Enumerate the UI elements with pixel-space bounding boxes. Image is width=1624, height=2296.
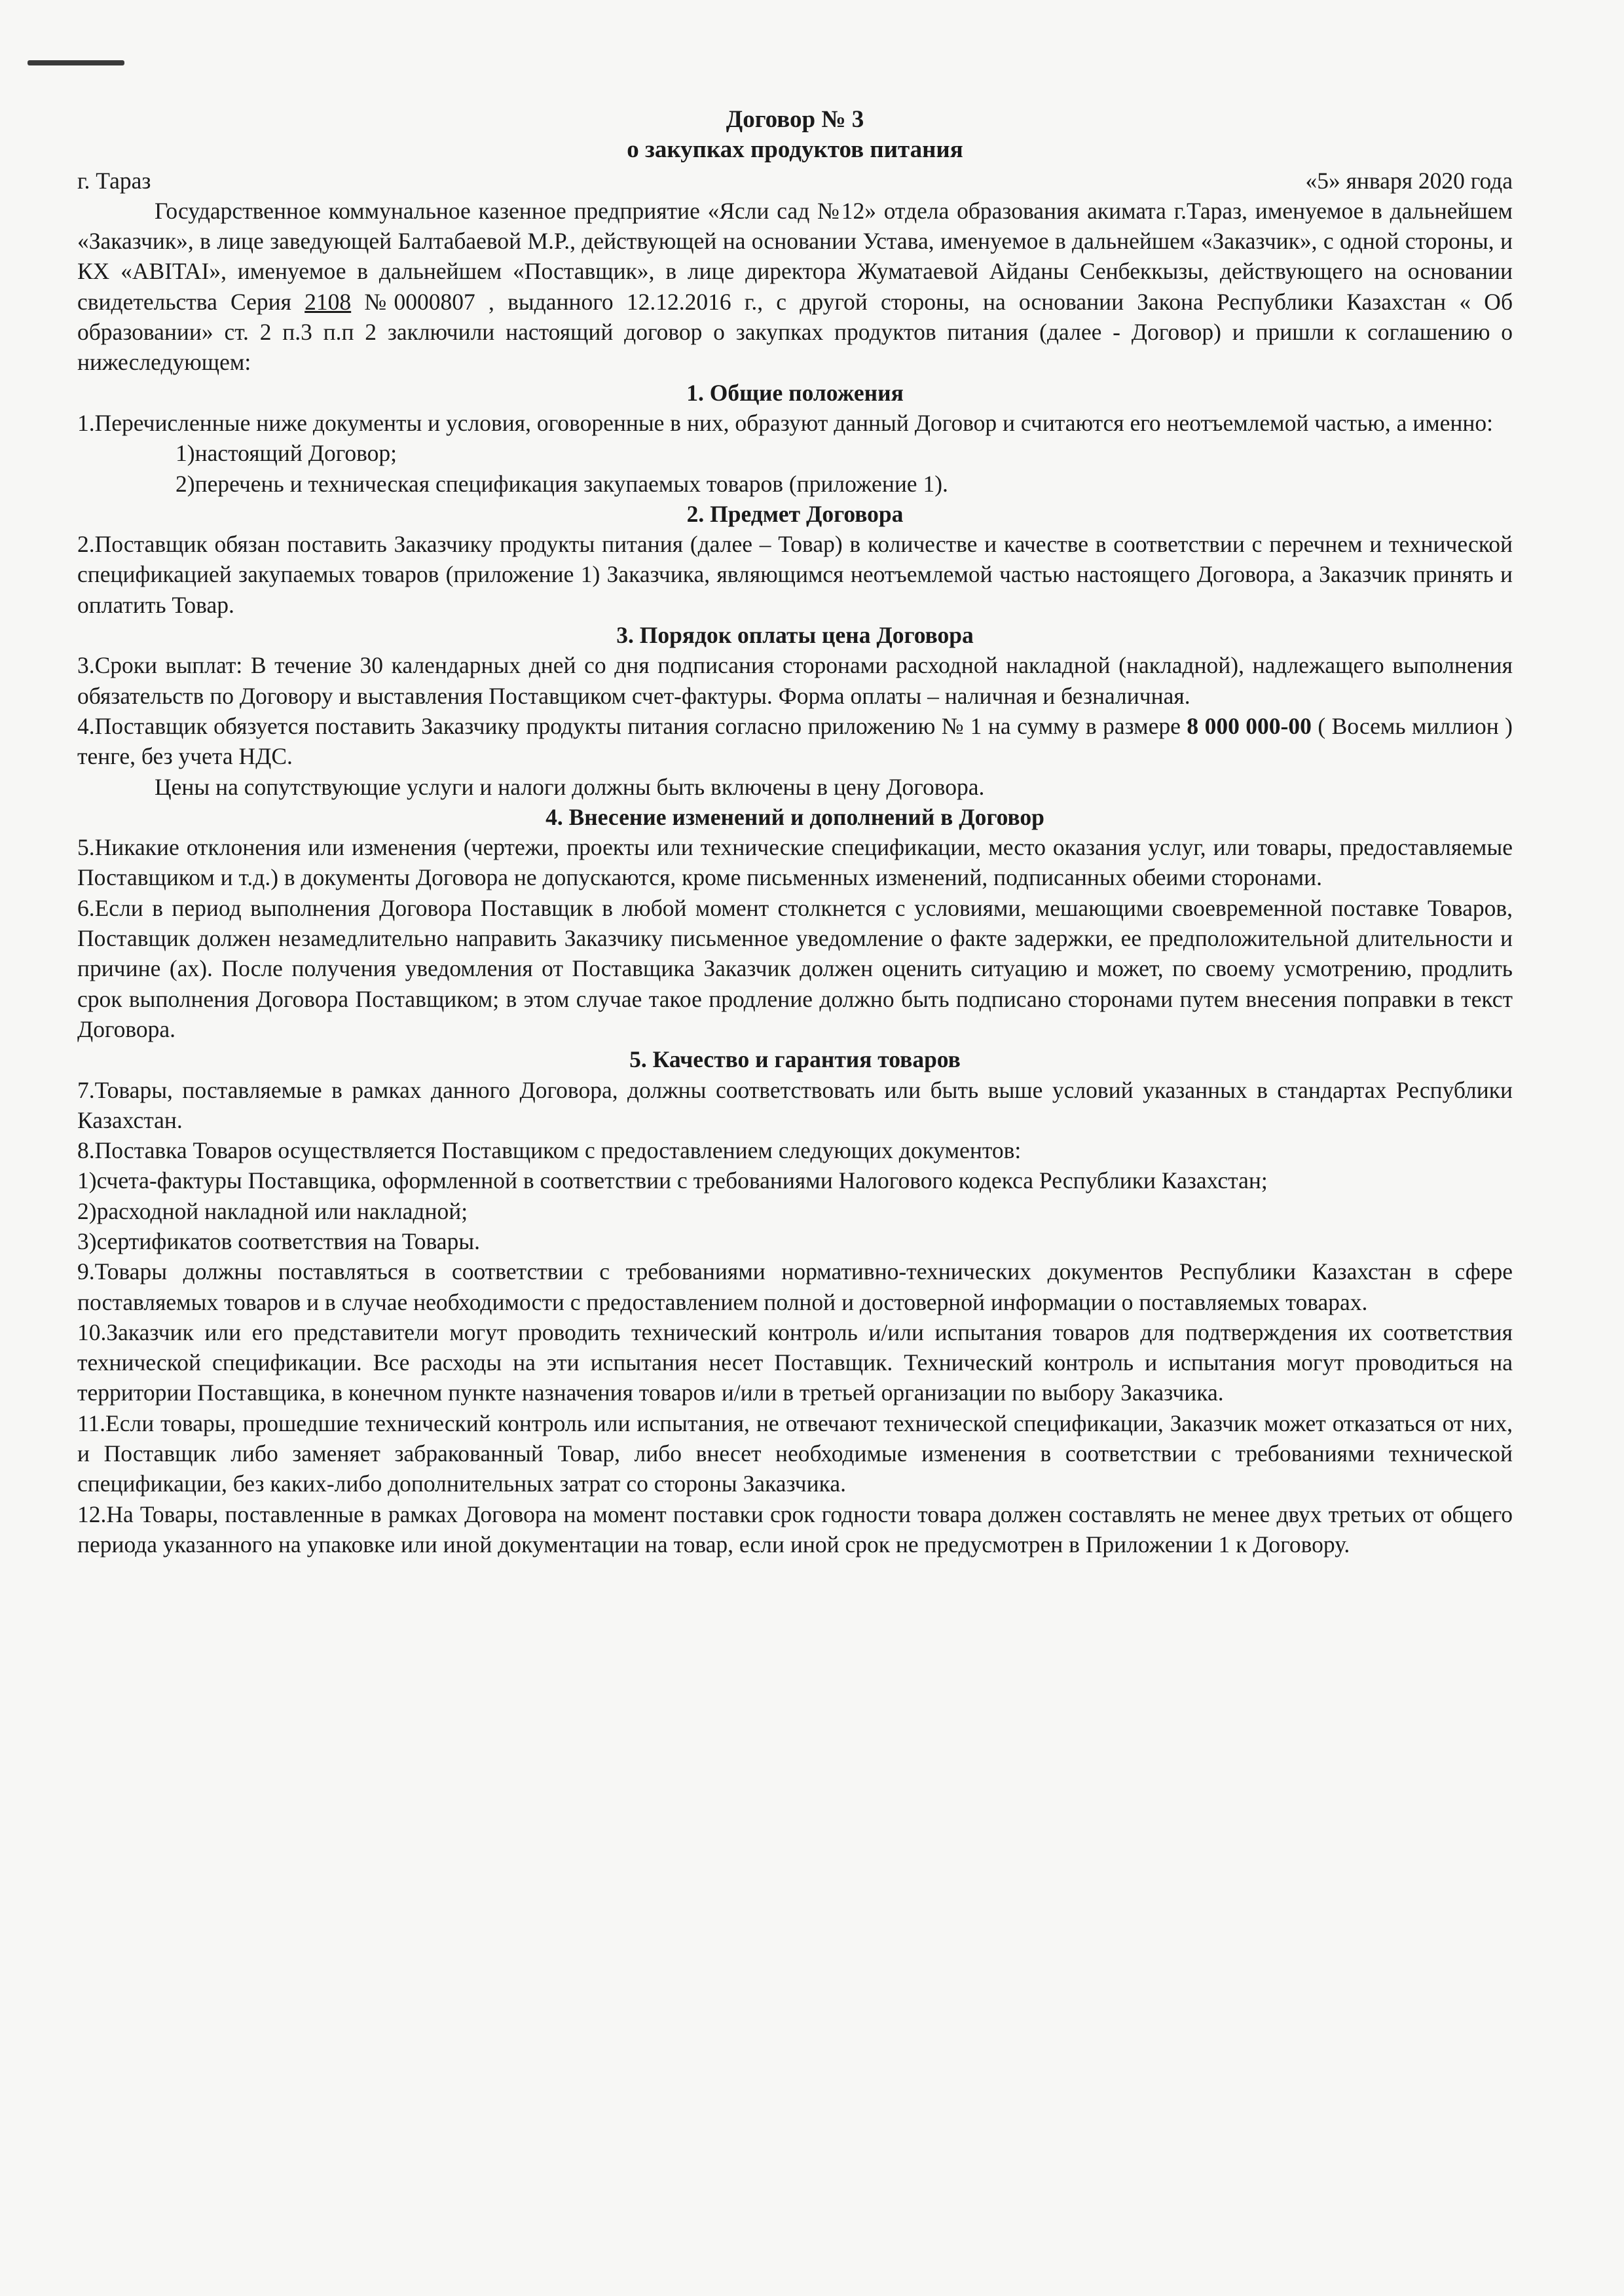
place-date-line (77, 166, 1513, 196)
clause-8-item-1: 1)счета-фактуры Поставщика, оформленной в соответствии с требованиями Налогового кодекса Республики Казахстан; (77, 1167, 1268, 1194)
section-2-heading: 2. Предмет Договора (686, 500, 904, 527)
city: г. Тараз (77, 167, 151, 194)
section-4-heading: 4. Внесение изменений и дополнений в Договор (545, 803, 1044, 830)
contract-date: «5» января 2020 года (1305, 167, 1513, 194)
clause-11: 11.Если товары, прошедшие технический контроль или испытания, не отвечают технической спецификации, Заказчик может отказаться от них, и Поставщик либо заменяет забракованный Товар, либо внесет необходимые изменения в соответствии с требованиями технической спецификации, без каких-либо дополнительных затрат со стороны Заказчика. (77, 1410, 1513, 1497)
clause-8: 8.Поставка Товаров осуществляется Поставщиком с предоставлением следующих документов: (77, 1137, 1022, 1164)
clause-6: 6.Если в период выполнения Договора Поставщик в любой момент столкнется с условиями, мешающими своевременной поставке Товаров, Поставщик должен незамедлительно направить Заказчику письменное уведомление о факте задержки, ее предположительной длительности и причине (ах). После получения уведомления от Поставщика Заказчик должен оценить ситуацию и может, по своему усмотрению, продлить срок выполнения Договора Поставщиком; в этом случае такое продление должно быть подписано сторонами путем внесения поправки в текст Договора. (77, 894, 1513, 1042)
document-subtitle: о закупках продуктов питания (627, 136, 963, 164)
clause-1-item-1: 1)настоящий Договор; (175, 440, 397, 467)
clause-8-item-2: 2)расходной накладной или накладной; (77, 1197, 468, 1224)
document-title: Договор № 3 (726, 106, 864, 133)
clause-3: 3.Сроки выплат: В течение 30 календарных дней со дня подписания сторонами расходной накладной (накладной), надлежащего выполнения обязательств по Договору и выставления Поставщиком счет-фактуры. Форма оплаты – наличная и безналичная. (77, 652, 1513, 709)
clause-10: 10.Заказчик или его представители могут проводить технический контроль и/или испытания товаров для подтверждения их соответствия технической спецификации. Все расходы на эти испытания несет Поставщик. Технический контроль и испытания могут проводиться на территории Поставщика, в конечном пункте назначения товаров и/или в третьей организации по выбору Заказчика. (77, 1319, 1513, 1406)
section-3-heading: 3. Порядок оплаты цена Договора (616, 622, 974, 649)
contract-page (77, 105, 1513, 1559)
clause-9: 9.Товары должны поставляться в соответствии с требованиями нормативно-технических документов Республики Казахстан в сфере поставляемых товаров и в случае необходимости с предоставлением полной и достоверной информации о поставляемых товарах. (77, 1258, 1513, 1315)
certificate-series: 2108 (304, 288, 352, 315)
clause-4: 4.Поставщик обязуется поставить Заказчику продукты питания согласно приложению № 1 на сумму в размере 8 000 000-00 ( Восемь миллион ) тенге, без учета НДС. (77, 712, 1513, 770)
section-1-heading: 1. Общие положения (686, 379, 904, 406)
section-5-heading: 5. Качество и гарантия товаров (629, 1046, 961, 1073)
clause-1-item-2: 2)перечень и техническая спецификация закупаемых товаров (приложение 1). (175, 470, 948, 497)
clause-7: 7.Товары, поставляемые в рамках данного Договора, должны соответствовать или быть выше условий указанных в стандартах Республики Казахстан. (77, 1076, 1513, 1133)
clause-12: 12.На Товары, поставленные в рамках Договора на момент поставки срок годности товара должен составлять не менее двух третьих от общего периода указанного на упаковке или иной документации на товар, если иной срок не предусмотрен в Приложении 1 к Договору. (77, 1501, 1513, 1558)
contract-amount: 8 000 000-00 (1187, 712, 1312, 739)
clause-5: 5.Никакие отклонения или изменения (чертежи, проекты или технические спецификации, место оказания услуг, или товары, предоставляемые Поставщиком и т.д.) в документы Договора не допускаются, кроме письменных изменений, подписанных обеими сторонами. (77, 834, 1513, 891)
clause-4-note: Цены на сопутствующие услуги и налоги должны быть включены в цену Договора. (155, 773, 985, 800)
margin-mark (28, 60, 124, 65)
clause-1: 1.Перечисленные ниже документы и условия, оговоренные в них, образуют данный Договор и считаются его неотъемлемой частью, а именно: (77, 409, 1494, 436)
clause-8-item-3: 3)сертификатов соответствия на Товары. (77, 1228, 481, 1254)
preamble: Государственное коммунальное казенное предприятие «Ясли сад №12» отдела образования акимата г.Тараз, именуемое в дальнейшем «Заказчик», в лице заведующей Балтабаевой М.Р., действующей на основании Устава, именуемое в дальнейшем «Заказчик», с одной стороны, и КХ «ABITAI», именуемое в дальнейшем «Поставщик», в лице директора Жуматаевой Айданы Сенбеккызы, действующего на основании свидетельства Серия 2108 №0000807 , выданного 12.12.2016 г., с другой стороны, на основании Закона Республики Казахстан « Об образовании» ст. 2 п.3 п.п 2 заключили настоящий договор о закупках продуктов питания (далее - Договор) и пришли к соглашению о нижеследующем: (77, 197, 1513, 376)
clause-2: 2.Поставщик обязан поставить Заказчику продукты питания (далее – Товар) в количестве и качестве в соответствии с перечнем и технической спецификацией закупаемых товаров (приложение 1) Заказчика, являющимся неотъемлемой частью настоящего Договора, а Заказчик принять и оплатить Товар. (77, 531, 1513, 618)
